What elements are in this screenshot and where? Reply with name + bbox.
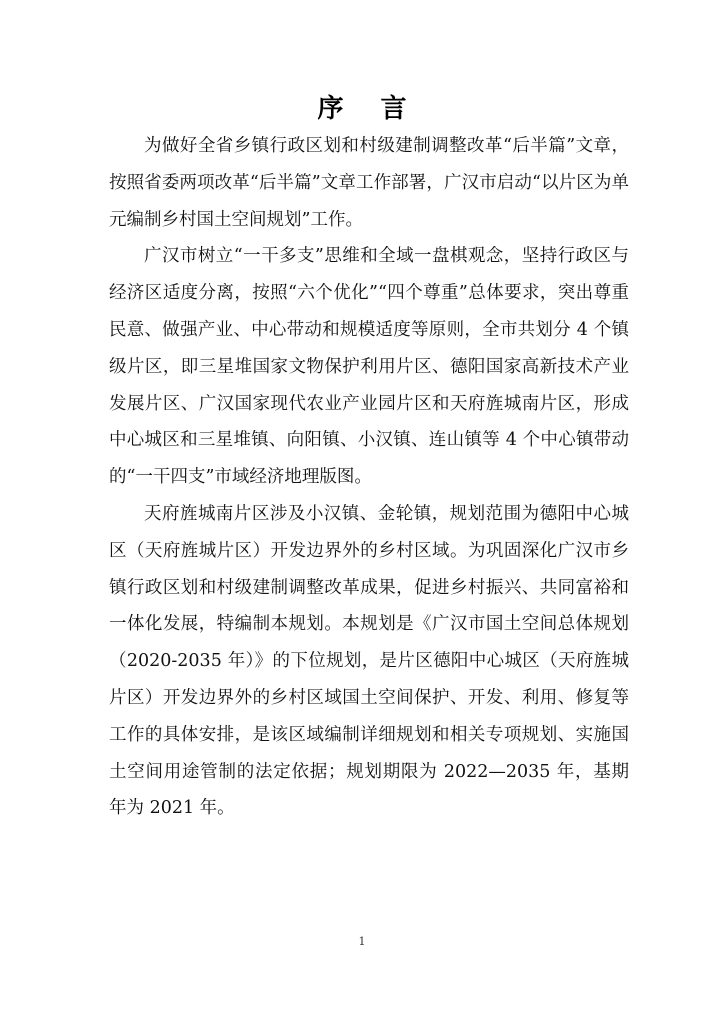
page-title: 序 言	[317, 94, 421, 124]
paragraph-3: 天府旌城南片区涉及小汉镇、金轮镇，规划范围为德阳中心城区（天府旌城片区）开发边界外的乡村区域。为巩固深化广汉市乡镇行政区划和村级建制调整改革成果，促进乡村振兴、共同富裕和一体化发展，特编制本规划。本规划是《广汉市国土空间总体规划（2020-2035 年）》的下位规划，是片区德阳中心城区（天府旌城片区）开发边界外的乡村区域国土空间保护、开发、利用、修复等工作的具体安排，是该区域编制详细规划和相关专项规划、实施国土空间用途管制的法定依据；规划期限为 2022—2035 年，基期年为 2021 年。	[109, 503, 629, 819]
page-number: 1	[358, 935, 366, 948]
paragraph-1: 为做好全省乡镇行政区划和村级建制调整改革“后半篇”文章，按照省委两项改革“后半篇”文章工作部署，广汉市启动“以片区为单元编制乡村国土空间规划”工作。	[109, 136, 629, 230]
document-body	[109, 128, 629, 827]
paragraph-2: 广汉市树立“一干多支”思维和全域一盘棋观念，坚持行政区与经济区适度分离，按照“六个优化”“四个尊重”总体要求，突出尊重民意、做强产业、中心带动和规模适度等原则，全市共划分 4 个镇级片区，即三星堆国家文物保护利用片区、德阳国家高新技术产业发展片区、广汉国家现代农业产业园片区和天府旌城南片区，形成中心城区和三星堆镇、向阳镇、小汉镇、连山镇等 4 个中心镇带动的“一干四支”市域经济地理版图。	[109, 246, 629, 488]
